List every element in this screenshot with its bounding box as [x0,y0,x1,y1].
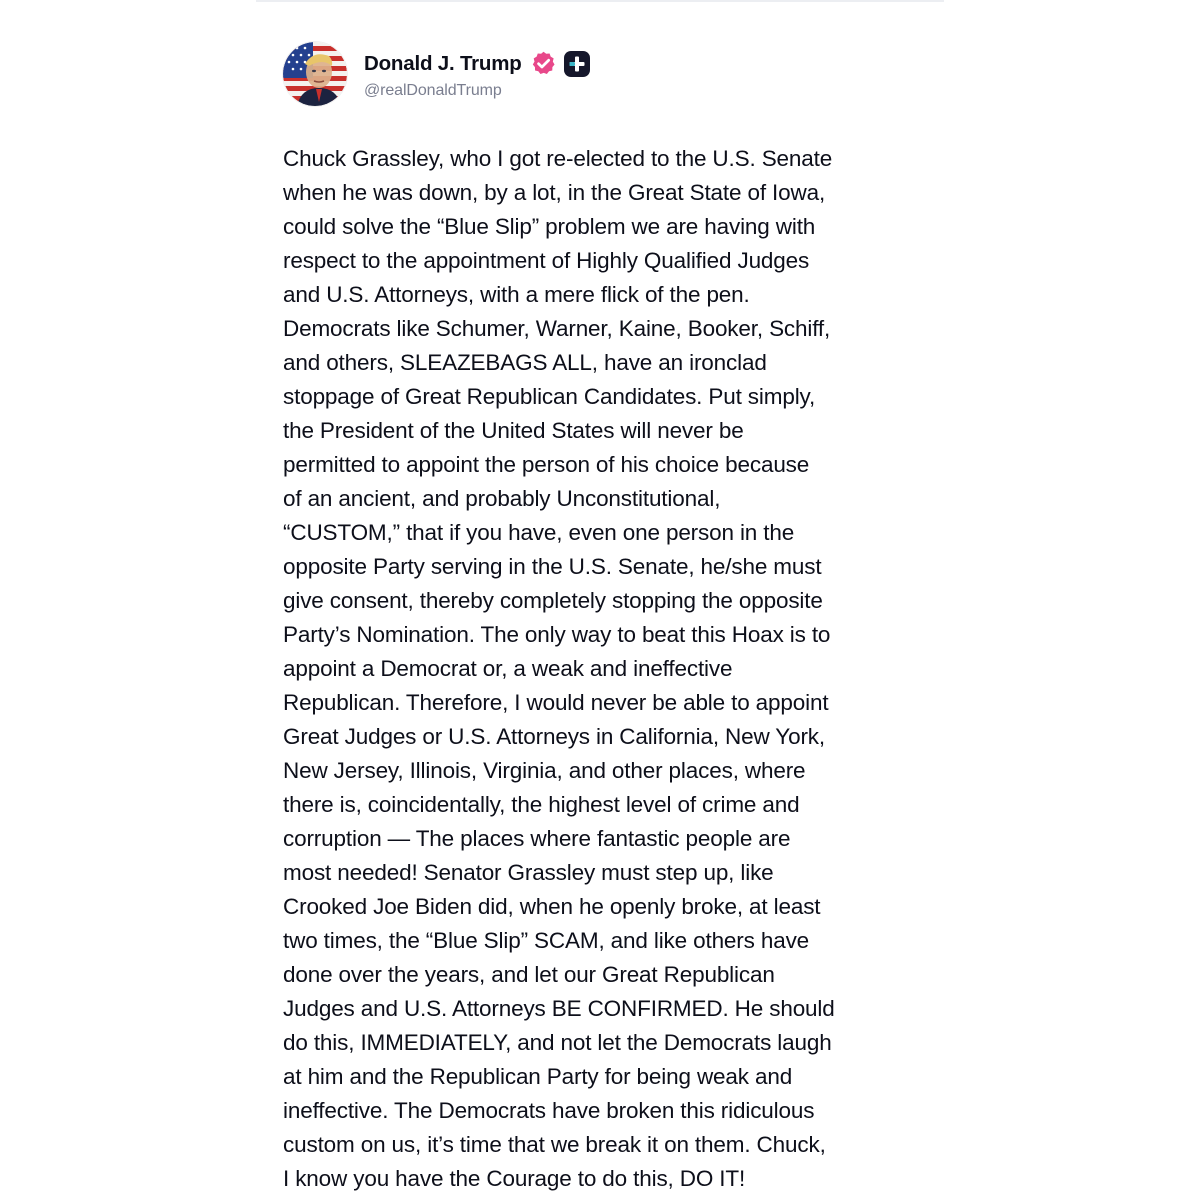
avatar-image [283,42,347,106]
author-handle[interactable]: @realDonaldTrump [364,81,502,99]
post-body [283,142,923,1196]
post-text-line: the President of the United States will never be [283,418,744,443]
post-text-line: Party’s Nomination. The only way to beat this Hoax is to [283,622,831,647]
post-text-line: appoint a Democrat or, a weak and ineffective [283,656,733,681]
post-card [283,42,923,1196]
post-text-line: and others, SLEAZEBAGS ALL, have an ironclad [283,350,767,375]
verified-badge-icon [530,50,557,77]
name-row [364,49,591,79]
post-text-line: ineffective. The Democrats have broken this ridiculous [283,1098,815,1123]
post-text-line: could solve the “Blue Slip” problem we are having with [283,214,816,239]
post-text-line: stoppage of Great Republican Candidates. Put simply, [283,384,816,409]
post-text-line: Republican. Therefore, I would never be able to appoint [283,690,829,715]
post-text-line: Judges and U.S. Attorneys BE CONFIRMED. He should [283,996,835,1021]
post-text-line: at him and the Republican Party for being weak and [283,1064,793,1089]
post-text-line: Democrats like Schumer, Warner, Kaine, Booker, Schiff, [283,316,831,341]
post-header [283,42,923,106]
post-text-line: do this, IMMEDIATELY, and not let the Democrats laugh [283,1030,832,1055]
author-display-name[interactable]: Donald J. Trump [364,51,522,75]
post-text-line: two times, the “Blue Slip” SCAM, and like others have [283,928,810,953]
post-text-line: done over the years, and let our Great Republican [283,962,775,987]
post-text-line: when he was down, by a lot, in the Great State of Iowa, [283,180,826,205]
plus-badge-icon [563,50,591,78]
post-text-line: respect to the appointment of Highly Qualified Judges [283,248,810,273]
avatar[interactable] [283,42,347,106]
post-text-line: Chuck Grassley, who I got re-elected to the U.S. Senate [283,146,833,171]
post-text-line: Crooked Joe Biden did, when he openly broke, at least [283,894,821,919]
post-text-line: of an ancient, and probably Unconstitutional, [283,486,721,511]
post-text-line: permitted to appoint the person of his choice because [283,452,810,477]
top-divider [256,0,944,2]
post-text-line: corruption — The places where fantastic people are [283,826,791,851]
post-text-line: give consent, thereby completely stopping the opposite [283,588,823,613]
post-text-line: custom on us, it’s time that we break it on them. Chuck, [283,1132,826,1157]
post-text-line: most needed! Senator Grassley must step up, like [283,860,774,885]
post-text-line: and U.S. Attorneys, with a mere flick of the pen. [283,282,750,307]
post-text-line: opposite Party serving in the U.S. Senate, he/she must [283,554,822,579]
post-text-line: “CUSTOM,” that if you have, even one person in the [283,520,795,545]
post-text-line: New Jersey, Illinois, Virginia, and other places, where [283,758,806,783]
post-text-line: there is, coincidentally, the highest level of crime and [283,792,800,817]
post-text-line: I know you have the Courage to do this, DO IT! [283,1166,746,1191]
post-text-line: Great Judges or U.S. Attorneys in California, New York, [283,724,826,749]
author-identity [364,49,591,100]
